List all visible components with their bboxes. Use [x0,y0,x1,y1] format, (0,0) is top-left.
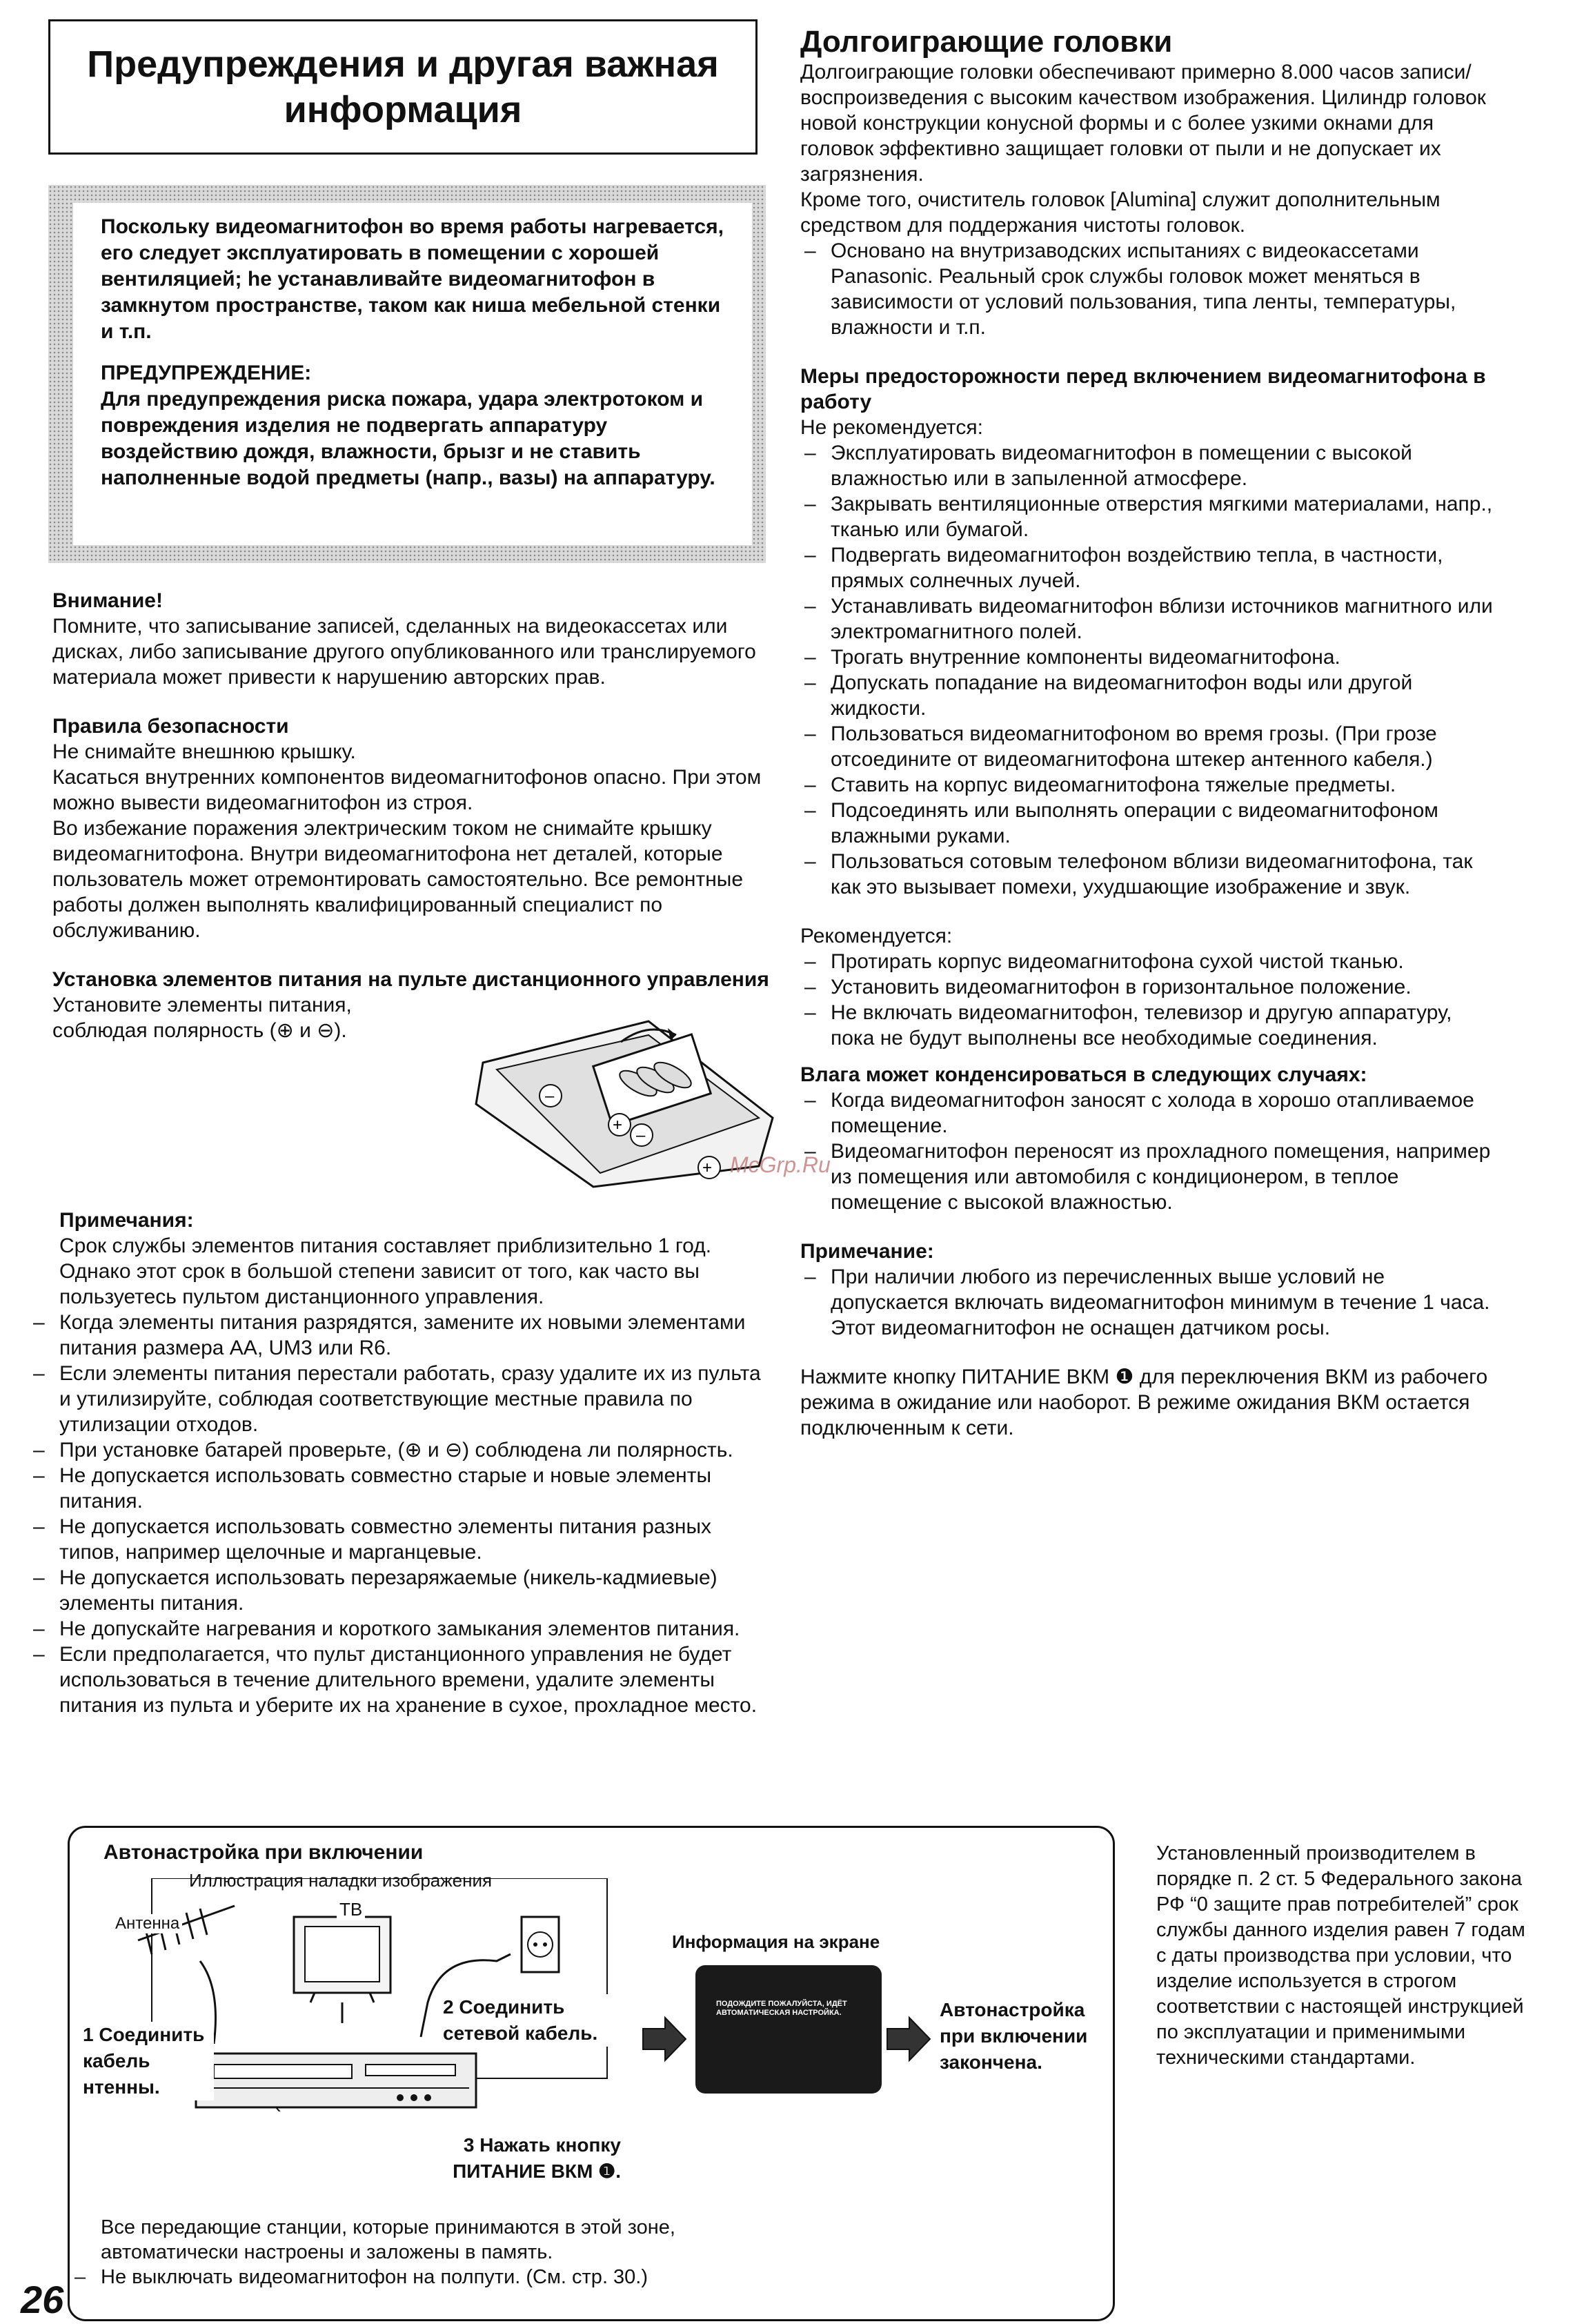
svg-text:–: – [636,1126,646,1145]
notes-item: – Не допускается использовать перезаряжаемые (никель-кадмиевые) элементы питания. [29,1565,777,1616]
precaution-item: – Трогать внутренние компоненты видеомагнитофона. [800,644,1497,670]
warning-box-inner [73,203,752,545]
moisture-list [800,1087,1497,1215]
tv-label: ТВ [337,1899,365,1920]
not-recommended-label: Не рекомендуется: [800,416,983,439]
notes-item: – Если элементы питания перестали работать, сразу удалите их из пульта и утилизируйте, соблюдая соответствующие местные правила по утилизации отходов. [29,1361,777,1437]
step-2-label: 2 Соединить сетевой кабель. [443,1994,636,2047]
note-item: – При наличии любого из перечисленных выше условий не допускается включать видеомагнитофон минимум в течение 1 часа. [800,1264,1497,1315]
heads-text-2: Кроме того, очиститель головок [Alumina] служит дополнительным средством для поддержания чистоты головок. [800,188,1441,237]
notes-intro: Срок службы элементов питания составляет приблизительно 1 год. Однако этот срок в большой степени зависит от того, как часто вы пользуетесь пультом дистанционного управления. [59,1234,712,1308]
arrow-right-icon [884,2015,933,2063]
svg-text:+: + [702,1159,713,1177]
step-3-label: 3 Нажать кнопку ПИТАНИЕ ВКМ ❶. [453,2134,621,2182]
precaution-item: – Устанавливать видеомагнитофон вблизи источников магнитного или электромагнитного полей. [800,593,1497,644]
svg-text:–: – [545,1087,555,1105]
moisture-heading: Влага может конденсироваться в следующих случаях: [800,1063,1367,1086]
notes-item: – Когда элементы питания разрядятся, замените их новыми элементами питания размера AA, UM3 или R6. [29,1310,777,1361]
watermark: McGrp.Ru [730,1152,831,1177]
recommended-item: – Протирать корпус видеомагнитофона сухой чистой тканью. [800,949,1497,974]
attention-text: Помните, что записывание записей, сделанных на видеокассетах или дисках, либо записывание другого опубликованного или транслируемого материала может привести к нарушению авторских прав. [52,615,756,689]
batteries-text: Установите элементы питания, соблюдая полярность (⊕ и ⊖). [52,994,352,1042]
notes-item: – Не допускается использовать совместно старые и новые элементы питания. [29,1463,777,1514]
step-1-label: 1 Соединить кабель нтенны. [83,2022,214,2100]
notes-item: – Не допускается использовать совместно элементы питания разных типов, например щелочные и марганцевые. [29,1514,777,1565]
antenna-label: Антенна [112,1914,182,1933]
page-title [48,19,758,155]
precaution-item: – Ставить на корпус видеомагнитофона тяжелые предметы. [800,772,1497,798]
precaution-item: – Пользоваться видеомагнитофоном во время грозы. (При грозе отсоедините от видеомагнитофона штекер антенного кабеля.) [800,721,1497,772]
safety-heading: Правила безопасности [52,715,289,738]
heads-heading: Долгоиграющие головки [800,25,1173,59]
recommended-item: – Не включать видеомагнитофон, телевизор и другую аппаратуру, пока не будут выполнены все необходимые соединения. [800,1000,1497,1051]
illustration-label: Иллюстрация наладки изображения [184,1870,497,1891]
left-column [52,588,770,1043]
service-life-text: Установленный производителем в порядке п. 2 ст. 5 Федерального закона РФ “0 защите прав потребителей” срок службы данного изделия равен 7 годам с даты производства при условии, что изделие используется в строгом соответствии с настоящей инструкцией по эксплуатации и применимыми техническими стандартами. [1156,1842,1525,2069]
precaution-item: – Допускать попадание на видеомагнитофон воды или другой жидкости. [800,670,1497,721]
precaution-item: – Подсоединять или выполнять операции с видеомагнитофоном влажными руками. [800,798,1497,849]
precaution-item: – Закрывать вентиляционные отверстия мягкими материалами, напр., тканью или бумагой. [800,491,1497,542]
autotune-footer-1: Все передающие станции, которые принимаются в этой зоне, автоматически настроены и заложены в память. [101,2216,675,2263]
autotune-footer-2: – Не выключать видеомагнитофон на полпути. (См. стр. 30.) [70,2265,804,2289]
heads-list [800,238,1497,340]
autotune-footer-list [70,2265,804,2289]
precautions-list [800,440,1497,900]
precaution-item: – Эксплуатировать видеомагнитофон в помещении с высокой влажностью или в запыленной атмосфере. [800,440,1497,491]
note-heading: Примечание: [800,1240,934,1263]
note-list [800,1264,1497,1315]
page-title-text: Предупреждения и другая важная информация [87,43,719,130]
page-number: 26 [21,2278,64,2321]
attention-heading: Внимание! [52,589,163,612]
autotune-done-label: Автонастройка при включении закончена. [940,1999,1088,2073]
svg-text:+: + [613,1116,623,1134]
heads-item: – Основано на внутризаводских испытаниях с видеокассетами Panasonic. Реальный срок службы головок может меняться в зависимости от условий пользования, типа ленты, температуры, влажности и т.п. [800,238,1497,340]
warning-para-1: Поскольку видеомагнитофон во время работы нагревается, его следует эксплуатировать в помещении с хорошей вентиляцией; he устанавливайте видеомагнитофон в замкнутом пространстве, таком как ниша мебельной стенки и т.п. [101,215,724,343]
recommended-item: – Установить видеомагнитофон в горизонтальное положение. [800,974,1497,1000]
recommended-list [800,949,1497,1051]
right-column [800,25,1497,1441]
arrow-right-icon [640,2015,689,2063]
recommended-label: Рекомендуется: [800,925,953,947]
safety-line-3: Во избежание поражения электрическим током не снимайте крышку видеомагнитофона. Внутри видеомагнитофона нет деталей, которые пользователь может отремонтировать самостоятельно. Все ремонтные работы должен выполнять квалифицированный специалист по обслуживанию. [52,817,744,942]
autotune-heading: Автонастройка при включении [103,1841,424,1864]
safety-line-1: Не снимайте внешнюю крышку. [52,740,356,763]
heads-text-1: Долгоиграющие головки обеспечивают примерно 8.000 часов записи/воспроизведения с высоким качеством изображения. Цилиндр головок новой конструкции конусной формы и с более узкими окнами для головок эффективно защищает головки от пыли и не допускает их загрязнения. [800,61,1486,186]
screen-info-label: Информация на экране [672,1931,880,1952]
notes-heading: Примечания: [59,1209,194,1232]
warning-heading: ПРЕДУПРЕЖДЕНИЕ: [101,362,312,384]
batteries-heading: Установка элементов питания на пульте дистанционного управления [52,968,769,991]
precautions-heading: Меры предосторожности перед включением видеомагнитофона в работу [800,365,1486,413]
tv-screen [695,1965,882,2094]
notes-section [59,1208,777,1718]
power-text: Нажмите кнопку ПИТАНИЕ ВКМ ❶ для переключения ВКМ из рабочего режима в ожидание или наоборот. В режиме ожидания ВКМ остается подключенным к сети. [800,1366,1488,1439]
screen-message: ПОДОЖДИТЕ ПОЖАЛУЙСТА, ИДЁТ АВТОМАТИЧЕСКАЯ НАСТРОЙКА. [716,2000,847,2017]
moisture-item: – Когда видеомагнитофон заносят с холода в хорошо отапливаемое помещение. [800,1087,1497,1139]
safety-line-2: Касаться внутренних компонентов видеомагнитофонов опасно. При этом можно вывести видеомагнитофон из строя. [52,766,762,814]
precaution-item: – Пользоваться сотовым телефоном вблизи видеомагнитофона, так как это вызывает помехи, ухудшающие изображение и звук. [800,849,1497,900]
precaution-item: – Подвергать видеомагнитофон воздействию тепла, в частности, прямых солнечных лучей. [800,542,1497,593]
warning-para-2: Для предупреждения риска пожара, удара электротоком и повреждения изделия не подвергать аппаратуру воздействию дождя, влажности, брызг и не ставить наполненные водой предметы (напр., вазы) на аппаратуру. [101,388,715,489]
notes-list [29,1310,777,1718]
note-extra: Этот видеомагнитофон не оснащен датчиком росы. [831,1317,1331,1339]
warning-box [48,185,766,563]
notes-item: – Если предполагается, что пульт дистанционного управления не будет использоваться в течение длительного времени, удалите элементы питания из пульта и уберите их на хранение в сухое, прохладное место. [29,1642,777,1718]
moisture-item: – Видеомагнитофон переносят из прохладного помещения, например из помещения или автомобиля с кондиционером, в теплое помещение с высокой влажностью. [800,1139,1497,1215]
autotune-footer [101,2215,804,2289]
notes-item: – Не допускайте нагревания и короткого замыкания элементов питания. [29,1616,777,1642]
vcr-illustration [193,2042,483,2111]
notes-item: – При установке батарей проверьте, (⊕ и ⊖) соблюдена ли полярность. [29,1437,777,1463]
